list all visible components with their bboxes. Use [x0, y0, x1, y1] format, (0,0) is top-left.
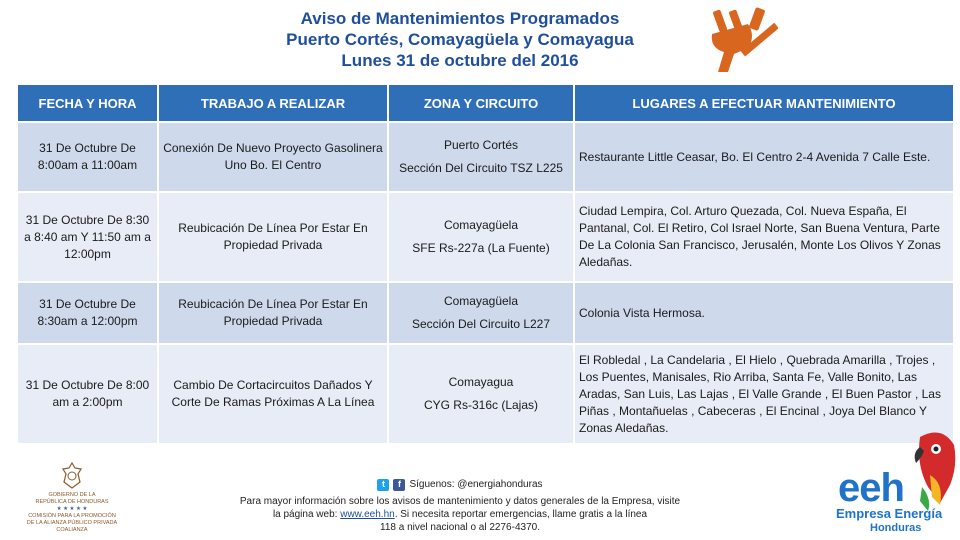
cell-work: Conexión De Nuevo Proyecto Gasolinera Uno Bo. El Centro — [158, 122, 388, 192]
footer-line-3: 118 a nivel nacional o al 2276-4370. — [380, 522, 540, 533]
cell-places: El Robledal , La Candelaria , El Hielo , Quebrada Amarilla , Trojes , Los Puentes, Manisales, Rio Arriba, Santa Fe, Valle Bonito, Las Aradas, San Luis, Las Lajas , El Valle Grande , El Buen Pastor , Las Piñas , Montañuelas , Cabeceras , El Encinal , Joya Del Blanco Y Zonas Aledañas. — [574, 344, 954, 444]
gov-line-3: COMISIÓN PARA LA PROMOCIÓN — [28, 513, 116, 519]
social-row — [230, 478, 690, 491]
social-handle: Síguenos: @energiahonduras — [409, 479, 543, 490]
table-row — [18, 344, 954, 444]
table-row — [18, 122, 954, 192]
facebook-icon[interactable]: f — [393, 479, 405, 491]
zone-name: Comayagüela — [443, 218, 519, 232]
gov-stars: ★ ★ ★ ★ ★ — [56, 506, 88, 512]
eeh-logo-text: eeh — [838, 466, 904, 510]
cell-work: Reubicación De Línea Por Estar En Propiedad Privada — [158, 192, 388, 282]
footer-info — [230, 478, 690, 534]
cell-places: Restaurante Little Ceasar, Bo. El Centro 2-4 Avenida 7 Calle Este. — [574, 122, 954, 192]
cell-date: 31 De Octubre De 8:00 am a 2:00pm — [18, 344, 158, 444]
title-line-3: Lunes 31 de octubre del 2016 — [341, 51, 579, 70]
eeh-company-name: Empresa Energía — [836, 506, 943, 521]
cell-date: 31 De Octubre De 8:30 a 8:40 am Y 11:50 am a 12:00pm — [18, 192, 158, 282]
cell-places: Colonia Vista Hermosa. — [574, 282, 954, 344]
circuit-name: CYG Rs-316c (Lajas) — [423, 398, 539, 412]
website-link[interactable]: www.eeh.hn — [340, 509, 395, 520]
coalianza-logo — [22, 462, 122, 534]
maintenance-table — [18, 85, 955, 445]
footer-line-2-post: . Si necesita reportar emergencias, llame gratis a la línea — [394, 509, 648, 520]
cell-zone — [388, 344, 574, 444]
cell-places: Ciudad Lempira, Col. Arturo Quezada, Col. Nueva España, El Pantanal, Col. El Retiro, Col Israel Norte, San Buena Ventura, Parte De La Colonia San Francisco, Jerusalén, Monte Los Olivos Y Zonas Aledañas. — [574, 192, 954, 282]
table-header-row — [18, 85, 954, 122]
zone-name: Comayagüela — [443, 294, 519, 308]
header-work: TRABAJO A REALIZAR — [158, 85, 388, 122]
circuit-name: SFE Rs-227a (La Fuente) — [412, 241, 550, 255]
gov-line-5: COALIANZA — [56, 527, 88, 533]
header-date: FECHA Y HORA — [18, 85, 158, 122]
gov-line-1: GOBIERNO DE LA — [48, 492, 96, 498]
gov-line-4: DE LA ALIANZA PÚBLICO PRIVADA — [26, 520, 118, 526]
footer-line-1: Para mayor información sobre los avisos de mantenimiento y datos generales de la Empresa, visite — [239, 496, 681, 507]
title-line-1: Aviso de Mantenimientos Programados — [300, 9, 620, 28]
notice-title — [230, 8, 690, 71]
header-zone: ZONA Y CIRCUITO — [388, 85, 574, 122]
gov-line-2: REPÚBLICA DE HONDURAS — [35, 499, 109, 505]
plug-icon — [708, 6, 778, 76]
cell-work: Cambio De Cortacircuitos Dañados Y Corte De Ramas Próximas A La Línea — [158, 344, 388, 444]
cell-date: 31 De Octubre De 8:30am a 12:00pm — [18, 282, 158, 344]
honduras-emblem-icon — [60, 462, 84, 490]
cell-date: 31 De Octubre De 8:00am a 11:00am — [18, 122, 158, 192]
circuit-name: Sección Del Circuito L227 — [411, 317, 551, 331]
circuit-name: Sección Del Circuito TSZ L225 — [399, 161, 563, 175]
eeh-country: Honduras — [870, 522, 922, 534]
footer-line-2-pre: la página web: — [272, 509, 341, 520]
twitter-icon[interactable]: t — [377, 479, 389, 491]
table-row — [18, 282, 954, 344]
zone-name: Comayagua — [448, 375, 514, 389]
cell-zone — [388, 192, 574, 282]
table-row — [18, 192, 954, 282]
cell-work: Reubicación De Línea Por Estar En Propiedad Privada — [158, 282, 388, 344]
cell-zone — [388, 122, 574, 192]
footer-line-2 — [230, 508, 690, 521]
zone-name: Puerto Cortés — [443, 138, 519, 152]
header-places: LUGARES A EFECTUAR MANTENIMIENTO — [574, 85, 954, 122]
cell-zone — [388, 282, 574, 344]
title-line-2: Puerto Cortés, Comayagüela y Comayagua — [286, 30, 634, 49]
